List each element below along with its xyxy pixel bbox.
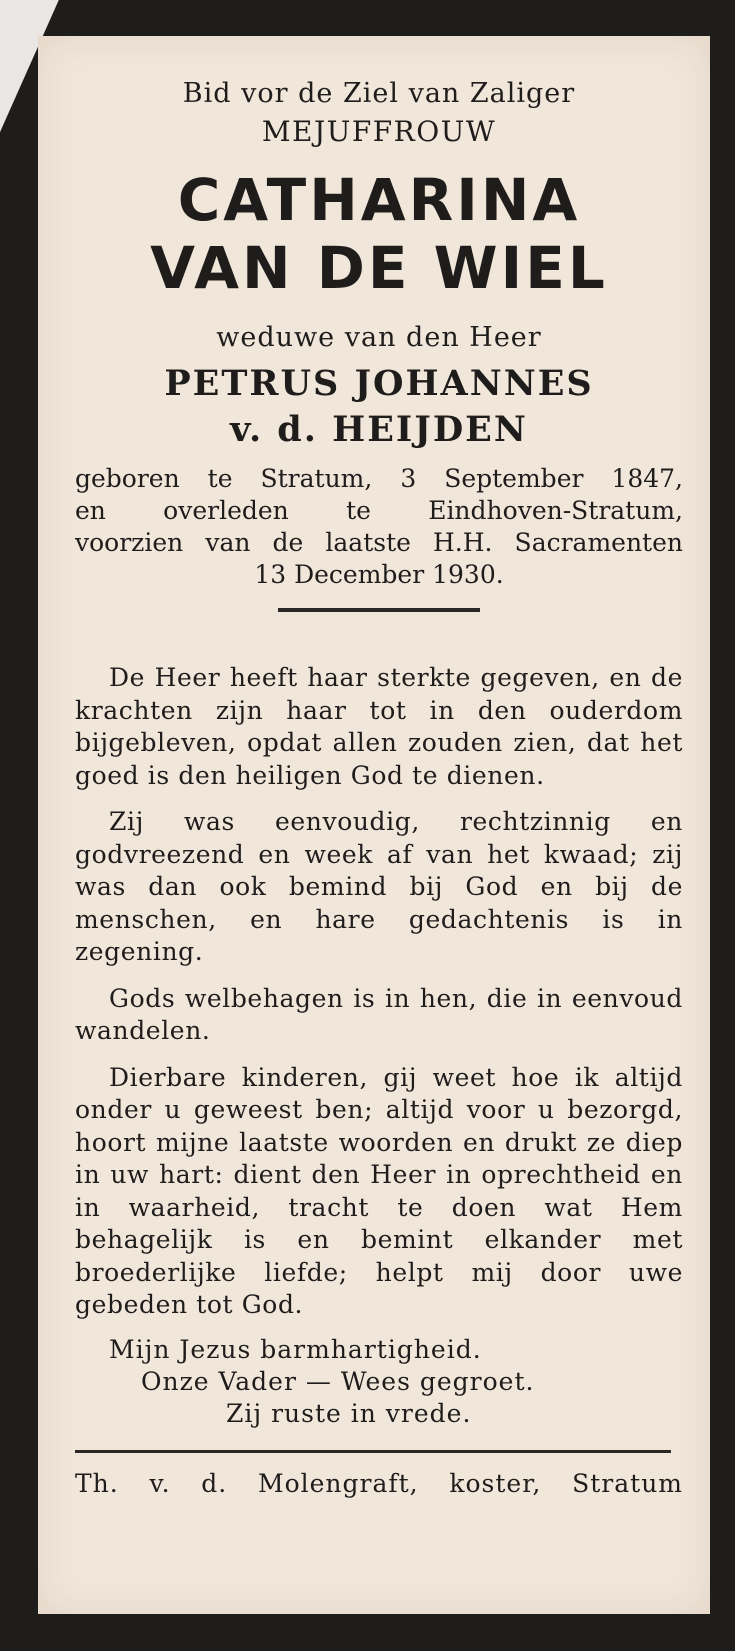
husband-surname: v. d. HEIJDEN [230, 409, 528, 450]
birth-line: geboren te Stratum, 3 September 1847, [75, 464, 683, 493]
footer-rule-left [75, 1450, 333, 1453]
death-date: 13 December 1930. [254, 560, 504, 589]
closing-line-1: Mijn Jezus barmhartigheid. [109, 1334, 482, 1364]
sacraments-line: voorzien van de laatste H.H. Sacramenten [75, 528, 683, 557]
closing-prayers [75, 1334, 683, 1430]
closing-line-3: Zij ruste in vrede. [226, 1398, 472, 1428]
paragraph-4: Dierbare kinderen, gij weet hoe ik altijd onder u geweest ben; altijd voor u bezorgd, hoort mijne laatste woorden en drukt ze diep in uw hart: dient den Heer in oprechtheid en in waarheid, tracht te doen wat Hem behagelijk is en bemint elkander met broederlijke liefde; helpt mij door uwe gebeden tot God. [75, 1062, 683, 1319]
paragraph-1: De Heer heeft haar sterkte gegeven, en de krachten zijn haar tot in den ouderdom bijgebleven, opdat allen zouden zien, dat het goed is den heiligen God te dienen. [75, 663, 683, 790]
divider-rule [278, 608, 480, 612]
deceased-surname: VAN DE WIEL [150, 234, 608, 302]
life-facts [75, 463, 683, 591]
footer-divider [75, 1450, 683, 1456]
honorific: MEJUFFROUW [261, 115, 497, 148]
paragraph-3: Gods welbehagen is in hen, die in eenvoud wandelen. [75, 983, 683, 1045]
card-content [75, 70, 683, 1498]
memorial-text [75, 662, 683, 1322]
closing-line-2: Onze Vader — Wees gegroet. [141, 1366, 535, 1396]
footer-rule-right [333, 1450, 671, 1453]
printer-credit: Th. v. d. Molengraft, koster, Stratum [75, 1468, 683, 1498]
husband-given-names: PETRUS JOHANNES [164, 363, 594, 404]
deceased-first-name: CATHARINA [177, 166, 581, 234]
invocation-line: Bid vor de Ziel van Zaliger [182, 78, 576, 109]
death-line: en overleden te Eindhoven-Stratum, [75, 496, 683, 525]
widow-of-line: weduwe van den Heer [216, 322, 542, 353]
paragraph-2: Zij was eenvoudig, rechtzinnig en godvreezend en week af van het kwaad; zij was dan ook bemind bij God en bij de menschen, en hare gedachtenis is in zegening. [75, 807, 683, 966]
